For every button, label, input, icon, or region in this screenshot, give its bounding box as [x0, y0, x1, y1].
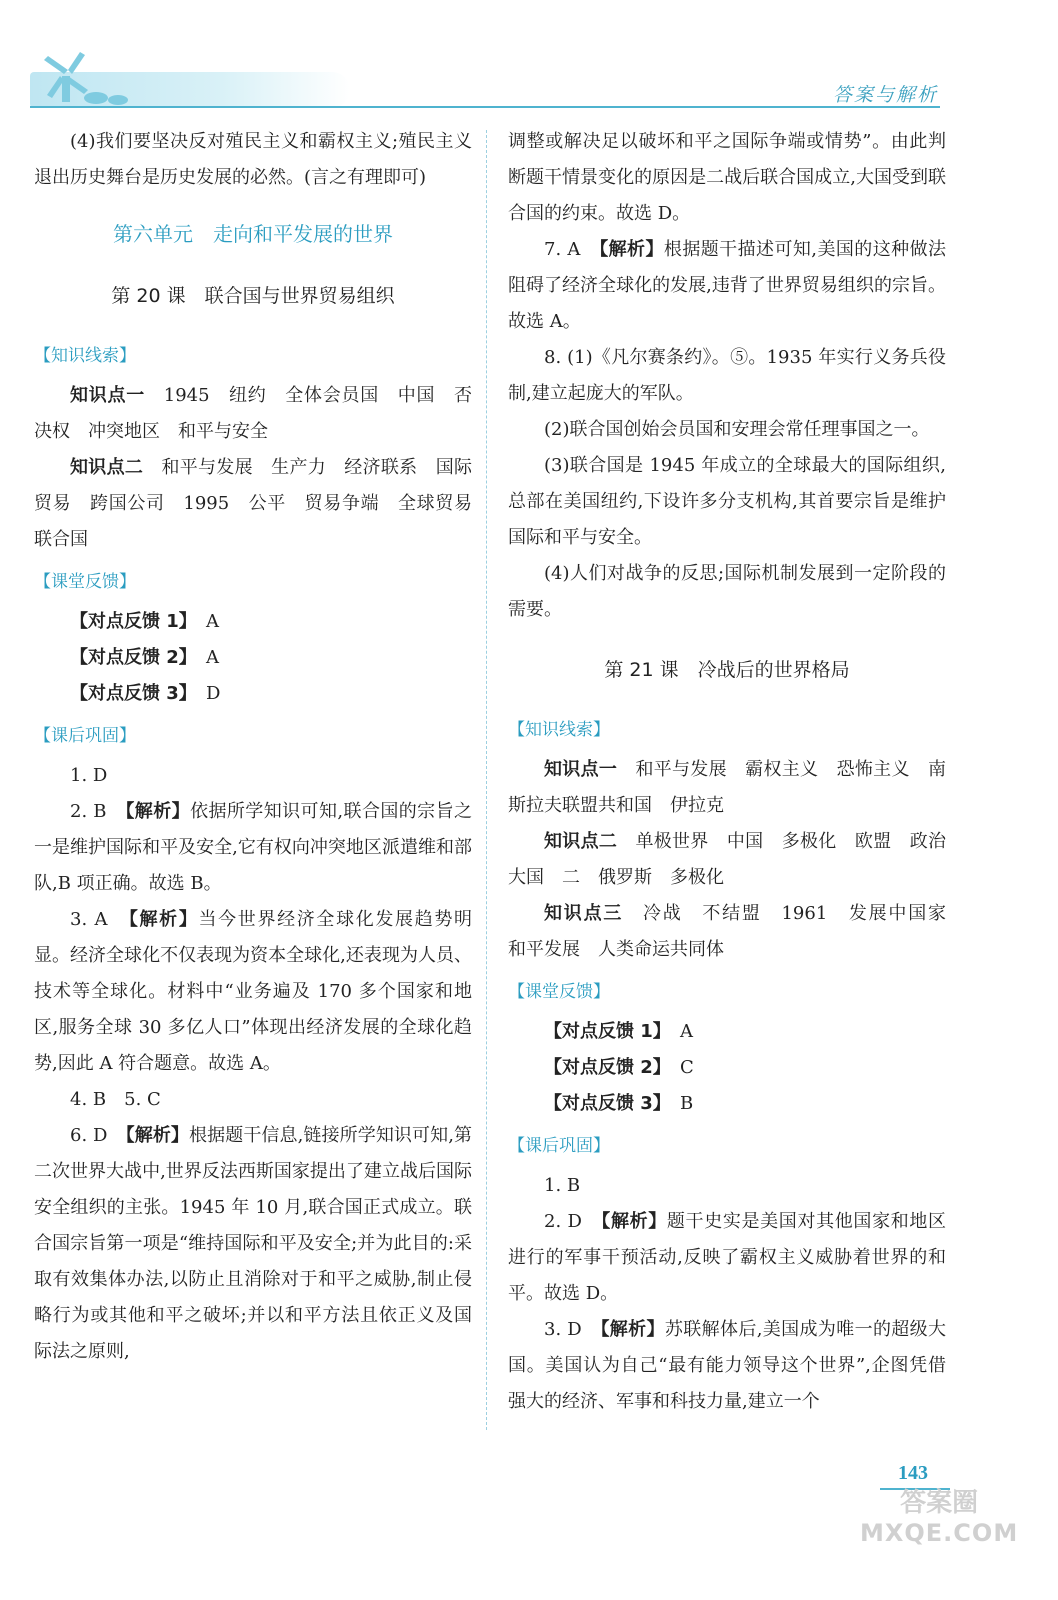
- watermark-bottom: MXQE.COM: [860, 1519, 1019, 1547]
- header-title: 答案与解析: [832, 84, 938, 106]
- section-knowledge: 【知识线索】: [508, 720, 610, 740]
- answer-8-part-3: (3)联合国是 1945 年成立的全球最大的国际组织,总部在美国纽约,下设许多分支机构,其首要宗旨是维护国际和平与安全。: [508, 455, 946, 548]
- feedback-row: [34, 640, 472, 676]
- feedback-answer: A: [206, 647, 219, 668]
- answer-number: 7. A: [544, 239, 581, 260]
- answer-8-part-2: (2)联合国创始会员国和安理会常任理事国之一。: [544, 419, 930, 440]
- section-feedback: 【课堂反馈】: [34, 572, 136, 592]
- analysis-label: 【解析】: [600, 1319, 665, 1340]
- analysis-label: 【解析】: [128, 909, 199, 930]
- feedback-label: 【对点反馈 1】: [70, 611, 197, 632]
- feedback-row: [34, 676, 472, 712]
- answer-1: 1. D: [70, 765, 108, 786]
- answer-2: [508, 1204, 946, 1312]
- watermark-top: 答案圈: [900, 1488, 979, 1518]
- lesson-title-21: 第 21 课 冷战后的世界格局: [604, 659, 850, 681]
- answer-7: [508, 232, 946, 340]
- knowledge-point-2: [508, 824, 946, 896]
- feedback-row: [508, 1050, 946, 1086]
- answer-number: 6. D: [70, 1125, 108, 1146]
- analysis-label: 【解析】: [599, 239, 664, 260]
- answer-number: 3. A: [70, 909, 108, 930]
- answer-2: [34, 794, 472, 902]
- feedback-answer: B: [680, 1093, 694, 1114]
- answer-3: [34, 902, 472, 1082]
- left-column: [34, 124, 490, 1370]
- windmill-logo-icon: [34, 52, 134, 108]
- feedback-answer: C: [680, 1057, 694, 1078]
- feedback-answer: A: [206, 611, 219, 632]
- right-column: [508, 124, 965, 1420]
- kp-label: 知识点二: [70, 457, 144, 478]
- analysis-text: 苏联解体后,美国成为唯一的超级大国。美国认为自己“最有能力领导这个世界”,企图凭借强大的经济、军事和科技力量,建立一个: [508, 1319, 947, 1412]
- answer-3: [508, 1312, 946, 1420]
- kp-label: 知识点一: [544, 759, 618, 780]
- kp-text: 冷战 不结盟 1961 发展中国家 和平发展 人类命运共同体: [508, 903, 965, 960]
- feedback-answer: D: [206, 683, 221, 704]
- column-divider: [486, 130, 487, 1430]
- knowledge-point-1: [508, 752, 946, 824]
- kp-label: 知识点一: [70, 385, 145, 406]
- intro-paragraph: (4)我们要坚决反对殖民主义和霸权主义;殖民主义退出历史舞台是历史发展的必然。(言之有理即可): [34, 131, 472, 188]
- page-number: 143: [898, 1462, 928, 1484]
- answer-number: 2. B: [70, 801, 107, 822]
- feedback-label: 【对点反馈 1】: [544, 1021, 671, 1042]
- feedback-label: 【对点反馈 2】: [70, 647, 197, 668]
- answer-8-part-4: (4)人们对战争的反思;国际机制发展到一定阶段的需要。: [508, 563, 946, 620]
- kp-text: 和平与发展 霸权主义 恐怖主义 南斯拉夫联盟共和国 伊拉克: [508, 759, 947, 816]
- answer-8-part-1: 8. (1)《凡尔赛条约》。⑤。1935 年实行义务兵役制,建立起庞大的军队。: [508, 347, 946, 404]
- analysis-text: 根据题干描述可知,美国的这种做法阻碍了经济全球化的发展,违背了世界贸易组织的宗旨。故选 A。: [508, 239, 946, 332]
- analysis-label: 【解析】: [125, 801, 191, 822]
- kp-label: 知识点三: [544, 903, 624, 924]
- answer-number: 2. D: [544, 1211, 582, 1232]
- feedback-row: [508, 1014, 946, 1050]
- feedback-label: 【对点反馈 3】: [70, 683, 197, 704]
- knowledge-point-2: [34, 450, 490, 558]
- lesson-title-20: 第 20 课 联合国与世界贸易组织: [111, 285, 395, 307]
- feedback-label: 【对点反馈 2】: [544, 1057, 671, 1078]
- analysis-label: 【解析】: [125, 1125, 190, 1146]
- analysis-text: 当今世界经济全球化发展趋势明显。经济全球化不仅表现为资本全球化,还表现为人员、技术等全球化。材料中“业务遍及 170 多个国家和地区,服务全球 30 多亿人口”体现出经济发展的全球化趋势,因此 A 符合题意。故选 A。: [34, 909, 473, 1074]
- answer-6-continued: 调整或解决足以破坏和平之国际争端或情势”。由此判断题干情景变化的原因是二战后联合国成立,大国受到联合国的约束。故选 D。: [508, 131, 946, 224]
- section-after-class: 【课后巩固】: [508, 1136, 610, 1156]
- answer-4-5: 4. B 5. C: [70, 1089, 161, 1110]
- section-after-class: 【课后巩固】: [34, 726, 136, 746]
- answer-1: 1. B: [544, 1175, 581, 1196]
- knowledge-point-3: [508, 896, 965, 968]
- section-feedback: 【课堂反馈】: [508, 982, 610, 1002]
- feedback-label: 【对点反馈 3】: [544, 1093, 671, 1114]
- kp-text: 单极世界 中国 多极化 欧盟 政治大国 二 俄罗斯 多极化: [508, 831, 947, 888]
- feedback-answer: A: [680, 1021, 693, 1042]
- page-header: [0, 0, 1058, 115]
- header-rule: [30, 106, 940, 108]
- kp-label: 知识点二: [544, 831, 618, 852]
- analysis-text: 依据所学知识可知,联合国的宗旨之一是维护国际和平及安全,它有权向冲突地区派遣维和部队,B 项正确。故选 B。: [34, 801, 473, 894]
- analysis-text: 题干史实是美国对其他国家和地区进行的军事干预活动,反映了霸权主义威胁着世界的和平。故选 D。: [508, 1211, 947, 1304]
- kp-text: 1945 纽约 全体会员国 中国 否决权 冲突地区 和平与安全: [34, 385, 473, 442]
- answer-number: 3. D: [544, 1319, 582, 1340]
- answer-6: [34, 1118, 472, 1370]
- feedback-row: [34, 604, 472, 640]
- unit-title: 第六单元 走向和平发展的世界: [113, 222, 393, 246]
- section-knowledge: 【知识线索】: [34, 346, 136, 366]
- analysis-text: 根据题干信息,链接所学知识可知,第二次世界大战中,世界反法西斯国家提出了建立战后国际安全组织的主张。1945 年 10 月,联合国正式成立。联合国宗旨第一项是“维持国际和平及安全;并为此目的:采取有效集体办法,以防止且消除对于和平之威胁,制止侵略行为或其他和平之破坏;并以和平方法且依正义及国际法之原则,: [34, 1125, 473, 1362]
- knowledge-point-1: [34, 378, 472, 450]
- kp-text: 和平与发展 生产力 经济联系 国际贸易 跨国公司 1995 公平 贸易争端 全球贸易 联合国: [34, 457, 490, 550]
- watermark-logo: [860, 1488, 1018, 1548]
- analysis-label: 【解析】: [601, 1211, 667, 1232]
- feedback-row: [508, 1086, 946, 1122]
